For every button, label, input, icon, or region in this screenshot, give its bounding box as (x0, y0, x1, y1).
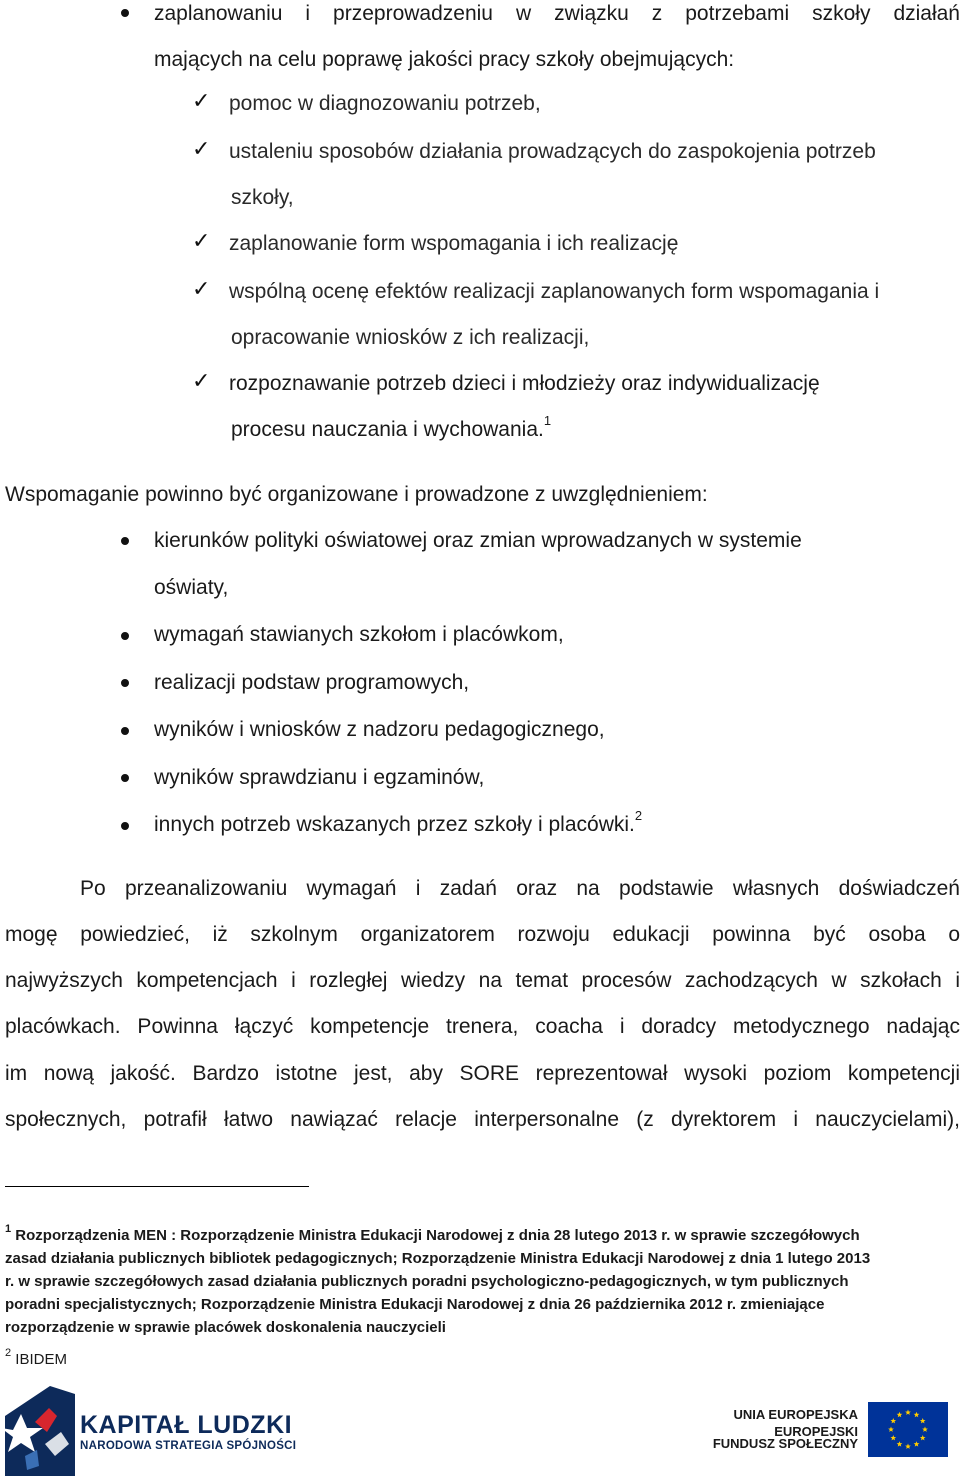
list-item: rozpoznawanie potrzeb dzieci i młodzieży oraz indywidualizację (229, 372, 820, 395)
paragraph-line: społecznych, potrafił łatwo nawiązać relacje interpersonalne (z dyrektorem i nauczycielami), (5, 1108, 960, 1131)
list-item: zaplanowanie form wspomagania i ich realizację (229, 232, 679, 255)
bullet-dot (121, 537, 129, 545)
check-icon: ✓ (192, 137, 211, 162)
list-item: kierunków polityki oświatowej oraz zmian wprowadzanych w systemie (154, 529, 802, 552)
bullet-dot (121, 632, 129, 640)
check-icon: ✓ (192, 229, 211, 254)
paragraph-line: najwyższych kompetencjach i rozległej wiedzy na temat procesów zachodzących w szkołach i (5, 969, 960, 992)
footnote-text: r. w sprawie szczegółowych zasad działania publicznych poradni psychologiczno-pedagogicznych, w tym publicznych (5, 1273, 849, 1290)
list-item (231, 413, 552, 443)
paragraph-line: placówkach. Powinna łączyć kompetencje trenera, coacha i doradcy metodycznego nadając (5, 1015, 960, 1038)
footnote-text: IBIDEM (15, 1351, 67, 1368)
section-heading: Wspomaganie powinno być organizowane i prowadzone z uwzględnieniem: (5, 483, 708, 506)
footnote-ref: 2 (634, 808, 643, 823)
footnote-text: Rozporządzenia MEN : Rozporządzenie Ministra Edukacji Narodowej z dnia 28 lutego 2013 r. w sprawie szczegółowych (15, 1227, 860, 1244)
footnote-number: 1 (5, 1223, 12, 1235)
footnote-text: zasad działania publicznych bibliotek pedagogicznych; Rozporządzenie Ministra Edukacji Narodowej z dnia 1 lutego 2013 (5, 1250, 871, 1267)
footnote-number: 2 (5, 1347, 12, 1359)
list-item: oświaty, (154, 576, 229, 599)
kapital-ludzki-logo-icon (5, 1386, 75, 1476)
list-item: ustaleniu sposobów działania prowadzących do zaspokojenia potrzeb (229, 140, 876, 163)
list-item-text: innych potrzeb wskazanych przez szkoły i placówki. (154, 813, 635, 836)
eu-logo-line: FUNDUSZ SPOŁECZNY (712, 1436, 858, 1451)
eu-logo-line: EUROPEJSKI (774, 1424, 858, 1439)
kapital-ludzki-title: KAPITAŁ LUDZKI (80, 1411, 293, 1439)
list-item: wspólną ocenę efektów realizacji zaplanowanych form wspomagania i (229, 280, 880, 303)
bullet-dot (121, 727, 129, 735)
list-item: wyników i wniosków z nadzoru pedagogicznego, (154, 718, 605, 741)
bullet-dot (121, 9, 129, 17)
eu-flag-icon (868, 1402, 948, 1457)
bullet-dot (121, 822, 129, 830)
bullet-dot (121, 679, 129, 687)
list-item: opracowanie wniosków z ich realizacji, (231, 326, 590, 349)
paragraph-line: Po przeanalizowaniu wymagań i zadań oraz na podstawie własnych doświadczeń (80, 877, 960, 900)
paragraph-line: im nową jakość. Bardzo istotne jest, aby SORE reprezentował wysoki poziom kompetencji (5, 1062, 960, 1085)
footnote-2 (5, 1347, 67, 1370)
bullet-dot (121, 774, 129, 782)
list-intro-line: zaplanowaniu i przeprowadzeniu w związku z potrzebami szkoły działań (154, 2, 960, 25)
footnote-text: poradni specjalistycznych; Rozporządzenie Ministra Edukacji Narodowej z dnia 26 października 2012 r. zmieniające (5, 1296, 825, 1313)
list-item: szkoły, (231, 186, 294, 209)
check-icon: ✓ (192, 89, 211, 114)
list-item: realizacji podstaw programowych, (154, 671, 470, 694)
kapital-ludzki-subtitle: NARODOWA STRATEGIA SPÓJNOŚCI (80, 1440, 297, 1452)
list-item: pomoc w diagnozowaniu potrzeb, (229, 92, 541, 115)
list-intro-line: mających na celu poprawę jakości pracy szkoły obejmujących: (154, 48, 735, 71)
list-item (154, 808, 643, 838)
footnote-separator (5, 1186, 309, 1187)
footnote-ref: 1 (543, 413, 552, 428)
paragraph-line: mogę powiedzieć, iż szkolnym organizatorem rozwoju edukacji powinna być osoba o (5, 923, 960, 946)
footnote-text: rozporządzenie w sprawie placówek doskonalenia nauczycieli (5, 1319, 446, 1336)
list-item-text: procesu nauczania i wychowania. (231, 418, 544, 441)
footnote-1 (5, 1223, 860, 1246)
eu-logo-line: UNIA EUROPEJSKA (733, 1407, 858, 1422)
check-icon: ✓ (192, 277, 211, 302)
check-icon: ✓ (192, 369, 211, 394)
list-item: wymagań stawianych szkołom i placówkom, (154, 623, 564, 646)
list-item: wyników sprawdzianu i egzaminów, (154, 766, 485, 789)
